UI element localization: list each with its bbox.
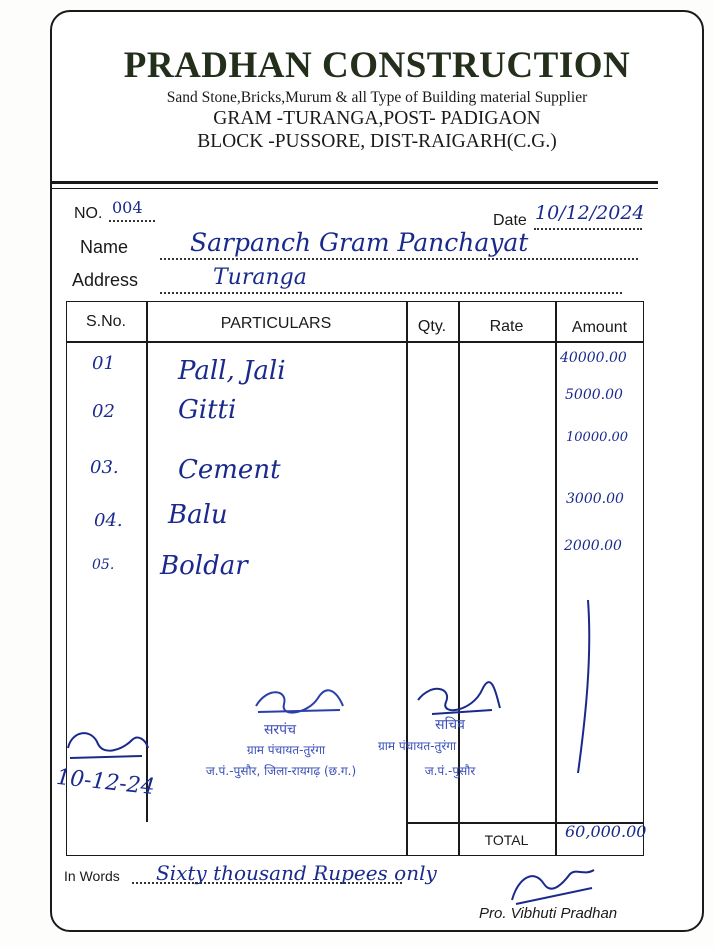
row-1-sno: 01 xyxy=(92,353,115,374)
address-line-1: GRAM -TURANGA,POST- PADIGAON xyxy=(213,108,541,129)
row-2-sno: 02 xyxy=(92,401,115,422)
row-4-amount: 3000.00 xyxy=(566,491,624,507)
company-name: PRADHAN CONSTRUCTION xyxy=(123,45,631,86)
header-rule-bottom xyxy=(50,188,658,189)
bill-no-line xyxy=(109,220,155,222)
row-2-amount: 5000.00 xyxy=(565,387,623,403)
date-line xyxy=(534,228,642,230)
row-5-particular: Boldar xyxy=(160,551,248,581)
bill-no-value: 004 xyxy=(112,198,143,217)
sarpanch-stamp-line-1: ग्राम पंचायत-तुरंगा xyxy=(246,743,326,757)
row-5-amount: 2000.00 xyxy=(564,538,622,554)
address-label: Address xyxy=(72,270,139,290)
address-line-2: BLOCK -PUSSORE, DIST-RAIGARH(C.G.) xyxy=(197,131,557,152)
header-sno: S.No. xyxy=(85,313,126,330)
total-value: 60,000.00 xyxy=(565,822,647,841)
col-sep-2 xyxy=(406,301,408,856)
row-2-particular: Gitti xyxy=(178,395,237,425)
sarpanch-signature xyxy=(248,684,348,720)
sign-date: 10-12-24 xyxy=(54,764,156,801)
row-3-amount: 10000.00 xyxy=(566,430,629,445)
date-label: Date xyxy=(493,212,527,229)
date-value: 10/12/2024 xyxy=(535,202,645,224)
address-line xyxy=(160,292,622,294)
row-4-particular: Balu xyxy=(168,500,228,530)
amount-column-strike xyxy=(570,595,600,780)
name-line xyxy=(160,258,638,260)
header-rule-top xyxy=(50,181,658,184)
sachiv-stamp-title: सचिव xyxy=(435,717,465,733)
bill-no-label: NO. xyxy=(74,205,103,222)
sarpanch-stamp-line-2: ज.पं.-पुसौर, जिला-रायगढ़ (छ.ग.) xyxy=(205,764,357,778)
row-4-sno: 04. xyxy=(94,510,123,531)
row-3-sno: 03. xyxy=(90,457,119,478)
address-value: Turanga xyxy=(213,265,307,290)
in-words-label: In Words xyxy=(64,868,120,884)
header-particulars: PARTICULARS xyxy=(220,315,332,332)
header-rate: Rate xyxy=(489,318,524,335)
sachiv-stamp-line-2: ज.पं.-पुसौर xyxy=(424,764,476,778)
table-header-rule xyxy=(66,341,644,343)
row-3-particular: Cement xyxy=(178,455,281,485)
name-value: Sarpanch Gram Panchayat xyxy=(190,228,529,257)
row-5-sno: 05. xyxy=(92,557,115,573)
total-label: TOTAL xyxy=(484,832,529,848)
row-1-particular: Pall, Jali xyxy=(178,356,286,386)
proprietor-name: Pro. Vibhuti Pradhan xyxy=(479,905,618,922)
row-1-amount: 40000.00 xyxy=(560,350,627,366)
left-signature xyxy=(62,722,154,764)
name-label: Name xyxy=(80,237,129,257)
sachiv-stamp-line-1: ग्राम पंचायत-तुरंगा xyxy=(378,739,457,753)
company-tagline: Sand Stone,Bricks,Murum & all Type of Building material Supplier xyxy=(166,89,588,106)
in-words-value: Sixty thousand Rupees only xyxy=(156,861,437,885)
col-sep-4 xyxy=(555,301,557,856)
header-qty: Qty. xyxy=(417,318,447,335)
proprietor-signature xyxy=(504,858,600,908)
header-amount: Amount xyxy=(571,319,628,336)
sarpanch-stamp-title: सरपंच xyxy=(263,722,297,738)
